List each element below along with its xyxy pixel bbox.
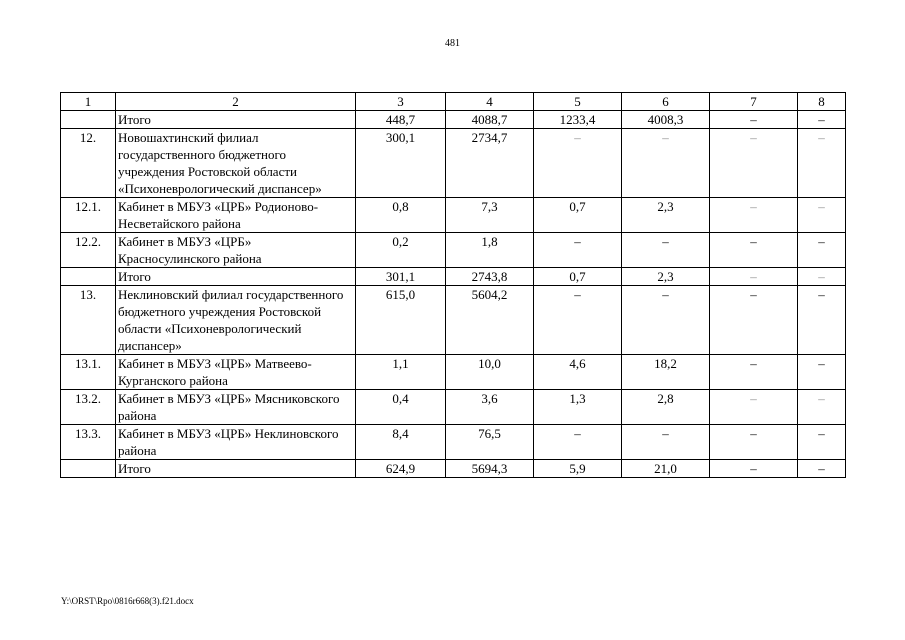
cell-col8: – — [798, 425, 846, 460]
row-number: 12.2. — [61, 233, 116, 268]
cell-col7: – — [710, 390, 798, 425]
cell-col8: – — [798, 111, 846, 129]
cell-col5: 1,3 — [534, 390, 622, 425]
cell-col5: – — [534, 233, 622, 268]
cell-col8: – — [798, 355, 846, 390]
row-number — [61, 268, 116, 286]
cell-col6: 2,3 — [622, 198, 710, 233]
cell-col4: 76,5 — [446, 425, 534, 460]
row-name: Итого — [116, 268, 356, 286]
cell-col5: – — [534, 286, 622, 355]
cell-col7: – — [710, 268, 798, 286]
cell-col6: – — [622, 233, 710, 268]
cell-col4: 5694,3 — [446, 460, 534, 478]
cell-col4: 1,8 — [446, 233, 534, 268]
row-number: 13. — [61, 286, 116, 355]
cell-col5: 0,7 — [534, 268, 622, 286]
table-row — [61, 355, 846, 390]
data-table — [60, 92, 846, 478]
column-header: 6 — [622, 93, 710, 111]
table-row — [61, 460, 846, 478]
cell-col6: – — [622, 129, 710, 198]
row-number — [61, 460, 116, 478]
table-row — [61, 111, 846, 129]
cell-col3: 624,9 — [356, 460, 446, 478]
cell-col7: – — [710, 460, 798, 478]
table-header-row — [61, 93, 846, 111]
cell-col4: 5604,2 — [446, 286, 534, 355]
cell-col6: 4008,3 — [622, 111, 710, 129]
table-row — [61, 233, 846, 268]
column-header: 3 — [356, 93, 446, 111]
table-row — [61, 286, 846, 355]
cell-col6: – — [622, 286, 710, 355]
row-number: 13.1. — [61, 355, 116, 390]
cell-col3: 0,8 — [356, 198, 446, 233]
row-name: Новошахтинский филиал государственного бюджетного учреждения Ростовской области «Психоневрологический диспансер» — [116, 129, 356, 198]
row-name: Кабинет в МБУЗ «ЦРБ» Родионово-Несветайского района — [116, 198, 356, 233]
cell-col7: – — [710, 233, 798, 268]
row-name: Итого — [116, 111, 356, 129]
row-number: 12. — [61, 129, 116, 198]
cell-col3: 300,1 — [356, 129, 446, 198]
cell-col7: – — [710, 425, 798, 460]
cell-col7: – — [710, 355, 798, 390]
cell-col3: 8,4 — [356, 425, 446, 460]
cell-col5: 0,7 — [534, 198, 622, 233]
column-header: 7 — [710, 93, 798, 111]
cell-col5: 5,9 — [534, 460, 622, 478]
row-number — [61, 111, 116, 129]
cell-col8: – — [798, 390, 846, 425]
page-number: 481 — [445, 38, 460, 49]
row-name: Итого — [116, 460, 356, 478]
cell-col8: – — [798, 129, 846, 198]
row-name: Кабинет в МБУЗ «ЦРБ» Мясниковского района — [116, 390, 356, 425]
cell-col7: – — [710, 286, 798, 355]
cell-col3: 448,7 — [356, 111, 446, 129]
table-row — [61, 198, 846, 233]
table-row — [61, 268, 846, 286]
cell-col5: – — [534, 129, 622, 198]
row-name: Кабинет в МБУЗ «ЦРБ» Матвеево-Курганского района — [116, 355, 356, 390]
cell-col8: – — [798, 233, 846, 268]
cell-col7: – — [710, 198, 798, 233]
cell-col6: – — [622, 425, 710, 460]
cell-col7: – — [710, 111, 798, 129]
cell-col3: 1,1 — [356, 355, 446, 390]
footer-file-path: Y:\ORST\Rpo\0816r668(3).f21.docx — [61, 596, 194, 606]
cell-col3: 301,1 — [356, 268, 446, 286]
cell-col6: 2,8 — [622, 390, 710, 425]
row-number: 13.2. — [61, 390, 116, 425]
cell-col4: 4088,7 — [446, 111, 534, 129]
row-number: 13.3. — [61, 425, 116, 460]
row-number: 12.1. — [61, 198, 116, 233]
table-row — [61, 129, 846, 198]
cell-col6: 21,0 — [622, 460, 710, 478]
cell-col3: 0,2 — [356, 233, 446, 268]
cell-col3: 615,0 — [356, 286, 446, 355]
cell-col4: 3,6 — [446, 390, 534, 425]
cell-col4: 2743,8 — [446, 268, 534, 286]
cell-col8: – — [798, 268, 846, 286]
column-header: 4 — [446, 93, 534, 111]
column-header: 8 — [798, 93, 846, 111]
cell-col7: – — [710, 129, 798, 198]
cell-col3: 0,4 — [356, 390, 446, 425]
cell-col4: 2734,7 — [446, 129, 534, 198]
cell-col5: 4,6 — [534, 355, 622, 390]
row-name: Кабинет в МБУЗ «ЦРБ» Красносулинского района — [116, 233, 356, 268]
cell-col8: – — [798, 198, 846, 233]
cell-col4: 7,3 — [446, 198, 534, 233]
cell-col8: – — [798, 286, 846, 355]
cell-col6: 2,3 — [622, 268, 710, 286]
cell-col4: 10,0 — [446, 355, 534, 390]
cell-col6: 18,2 — [622, 355, 710, 390]
row-name: Неклиновский филиал государственного бюджетного учреждения Ростовской области «Психоневрологический диспансер» — [116, 286, 356, 355]
column-header: 2 — [116, 93, 356, 111]
cell-col5: – — [534, 425, 622, 460]
table-row — [61, 425, 846, 460]
column-header: 5 — [534, 93, 622, 111]
row-name: Кабинет в МБУЗ «ЦРБ» Неклиновского района — [116, 425, 356, 460]
cell-col5: 1233,4 — [534, 111, 622, 129]
table-row — [61, 390, 846, 425]
cell-col8: – — [798, 460, 846, 478]
column-header: 1 — [61, 93, 116, 111]
